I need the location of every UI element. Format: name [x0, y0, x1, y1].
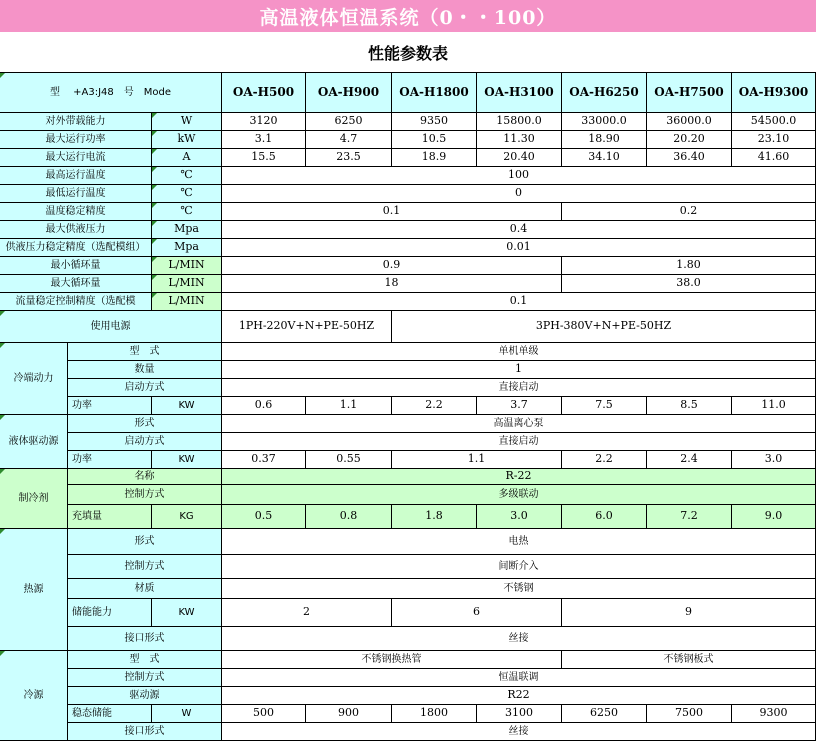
spec-value: 3.1 [222, 131, 306, 149]
spec-label: 最大运行电流 [0, 149, 152, 167]
sub-value: R22 [222, 687, 816, 705]
sub-label: 充填量 [68, 505, 152, 529]
spec-unit: ℃ [152, 203, 222, 221]
sub-value: 丝接 [222, 723, 816, 741]
sub-value: 直接启动 [222, 433, 816, 451]
sub-value: 0.55 [306, 451, 392, 469]
spec-value: 20.20 [647, 131, 732, 149]
spec-value: 18.90 [562, 131, 647, 149]
sub-value: 11.0 [732, 397, 816, 415]
spec-unit: L/MIN [152, 293, 222, 311]
spec-label: 最大供液压力 [0, 221, 152, 239]
sub-value: 0.5 [222, 505, 306, 529]
sub-value: 3.0 [477, 505, 562, 529]
spec-value: 9350 [392, 113, 477, 131]
spec-value: 11.30 [477, 131, 562, 149]
table-title: 性能参数表 [367, 43, 448, 63]
spec-label: 最高运行温度 [0, 167, 152, 185]
spec-label: 对外带载能力 [0, 113, 152, 131]
model-column-header: OA-H9300 [732, 73, 816, 113]
model-column-header: OA-H900 [306, 73, 392, 113]
sub-value: 单机单级 [222, 343, 816, 361]
spec-value: 6250 [306, 113, 392, 131]
spec-value: 0.1 [222, 203, 562, 221]
sub-value: 2.4 [647, 451, 732, 469]
sub-value: 8.5 [647, 397, 732, 415]
model-column-header: OA-H3100 [477, 73, 562, 113]
spec-value: 41.60 [732, 149, 816, 167]
spec-value: 33000.0 [562, 113, 647, 131]
spec-value: 0.4 [222, 221, 816, 239]
spec-value: 15.5 [222, 149, 306, 167]
sub-value: 电热 [222, 529, 816, 555]
sub-value: 6250 [562, 705, 647, 723]
heat-source-group-label: 热源 [0, 529, 68, 651]
sub-value: 3.0 [732, 451, 816, 469]
sub-value: 2.2 [562, 451, 647, 469]
spec-label: 供液压力稳定精度（选配模组） [0, 239, 152, 257]
sub-value: 1.8 [392, 505, 477, 529]
sub-label: 型 式 [68, 343, 222, 361]
spec-value: 18.9 [392, 149, 477, 167]
spec-value: 1.80 [562, 257, 816, 275]
sub-value: 1800 [392, 705, 477, 723]
spec-value: 0.01 [222, 239, 816, 257]
spec-label: 最大运行功率 [0, 131, 152, 149]
spec-value: 0.9 [222, 257, 562, 275]
spec-value: 36.40 [647, 149, 732, 167]
spec-unit: kW [152, 131, 222, 149]
spec-unit: A [152, 149, 222, 167]
sub-label: 数量 [68, 361, 222, 379]
sub-label: 形式 [68, 529, 222, 555]
sub-label: 驱动源 [68, 687, 222, 705]
sub-value: 900 [306, 705, 392, 723]
spec-value: 100 [222, 167, 816, 185]
sub-value: 7500 [647, 705, 732, 723]
spec-label: 最低运行温度 [0, 185, 152, 203]
spec-value: 20.40 [477, 149, 562, 167]
power-supply-value: 3PH-380V+N+PE-50HZ [392, 311, 816, 343]
sub-unit: KW [152, 397, 222, 415]
sub-label: 储能能力 [68, 599, 152, 627]
sub-value: 恒温联调 [222, 669, 816, 687]
sub-value: 不锈钢 [222, 579, 816, 599]
sub-value: 0.6 [222, 397, 306, 415]
sub-label: 启动方式 [68, 433, 222, 451]
spec-value: 0 [222, 185, 816, 203]
spec-unit: W [152, 113, 222, 131]
sub-label: 形式 [68, 415, 222, 433]
sub-value: 高温离心泵 [222, 415, 816, 433]
spec-unit: ℃ [152, 167, 222, 185]
sub-value: 6 [392, 599, 562, 627]
sub-unit: KG [152, 505, 222, 529]
sub-value: 3100 [477, 705, 562, 723]
sub-value: 2 [222, 599, 392, 627]
spec-unit: ℃ [152, 185, 222, 203]
sub-value: 0.8 [306, 505, 392, 529]
model-column-header: OA-H6250 [562, 73, 647, 113]
sub-value: R-22 [222, 469, 816, 485]
sub-unit: W [152, 705, 222, 723]
sub-value: 7.5 [562, 397, 647, 415]
model-column-header: OA-H500 [222, 73, 306, 113]
sub-value: 9.0 [732, 505, 816, 529]
spec-unit: Mpa [152, 239, 222, 257]
spec-value: 23.5 [306, 149, 392, 167]
page-banner-title: 高温液体恒温系统（0・・100） [0, 0, 816, 32]
model-column-header: OA-H1800 [392, 73, 477, 113]
sub-label: 稳态储能 [68, 705, 152, 723]
power-supply-label: 使用电源 [0, 311, 222, 343]
sub-value: 9 [562, 599, 816, 627]
sub-value: 500 [222, 705, 306, 723]
spec-label: 温度稳定精度 [0, 203, 152, 221]
sub-value: 多级联动 [222, 485, 816, 505]
sub-value: 1 [222, 361, 816, 379]
spec-value: 36000.0 [647, 113, 732, 131]
model-column-header: OA-H7500 [647, 73, 732, 113]
spec-value: 3120 [222, 113, 306, 131]
sub-label: 材质 [68, 579, 222, 599]
sub-value: 丝接 [222, 627, 816, 651]
spec-value: 34.10 [562, 149, 647, 167]
spec-label: 最大循环量 [0, 275, 152, 293]
sub-value: 不锈钢板式 [562, 651, 816, 669]
sub-label: 启动方式 [68, 379, 222, 397]
sub-value: 直接启动 [222, 379, 816, 397]
spec-value: 4.7 [306, 131, 392, 149]
sub-value: 不锈钢换热管 [222, 651, 562, 669]
sub-value: 1.1 [306, 397, 392, 415]
sub-label: 接口形式 [68, 723, 222, 741]
sub-label: 控制方式 [68, 485, 222, 505]
compressor-group-label: 冷端动力 [0, 343, 68, 415]
sub-label: 功率 [68, 451, 152, 469]
sub-unit: KW [152, 599, 222, 627]
spec-value: 54500.0 [732, 113, 816, 131]
spec-value: 18 [222, 275, 562, 293]
spec-unit: L/MIN [152, 257, 222, 275]
power-supply-value: 1PH-220V+N+PE-50HZ [222, 311, 392, 343]
refrigerant-group-label: 制冷剂 [0, 469, 68, 529]
sub-value: 0.37 [222, 451, 306, 469]
sub-value: 3.7 [477, 397, 562, 415]
pump-group-label: 液体驱动源 [0, 415, 68, 469]
sub-value: 间断介入 [222, 555, 816, 579]
sub-label: 控制方式 [68, 669, 222, 687]
spec-value: 23.10 [732, 131, 816, 149]
sub-label: 控制方式 [68, 555, 222, 579]
performance-table [0, 72, 816, 746]
spec-label: 最小循环量 [0, 257, 152, 275]
sub-value: 2.2 [392, 397, 477, 415]
spec-value: 0.2 [562, 203, 816, 221]
sub-label: 型 式 [68, 651, 222, 669]
sub-label: 名称 [68, 469, 222, 485]
spec-unit: Mpa [152, 221, 222, 239]
spec-value: 38.0 [562, 275, 816, 293]
spec-value: 10.5 [392, 131, 477, 149]
sub-label: 接口形式 [68, 627, 222, 651]
sub-value: 7.2 [647, 505, 732, 529]
sub-label: 功率 [68, 397, 152, 415]
spec-value: 0.1 [222, 293, 816, 311]
spec-unit: L/MIN [152, 275, 222, 293]
sub-value: 1.1 [392, 451, 562, 469]
spec-value: 15800.0 [477, 113, 562, 131]
model-header-label: 型 +A3:J48 号 Mode [0, 73, 222, 113]
sub-value: 6.0 [562, 505, 647, 529]
sub-unit: KW [152, 451, 222, 469]
cold-source-group-label: 冷源 [0, 651, 68, 741]
sub-value: 9300 [732, 705, 816, 723]
spec-label: 流量稳定控制精度（选配模 [0, 293, 152, 311]
